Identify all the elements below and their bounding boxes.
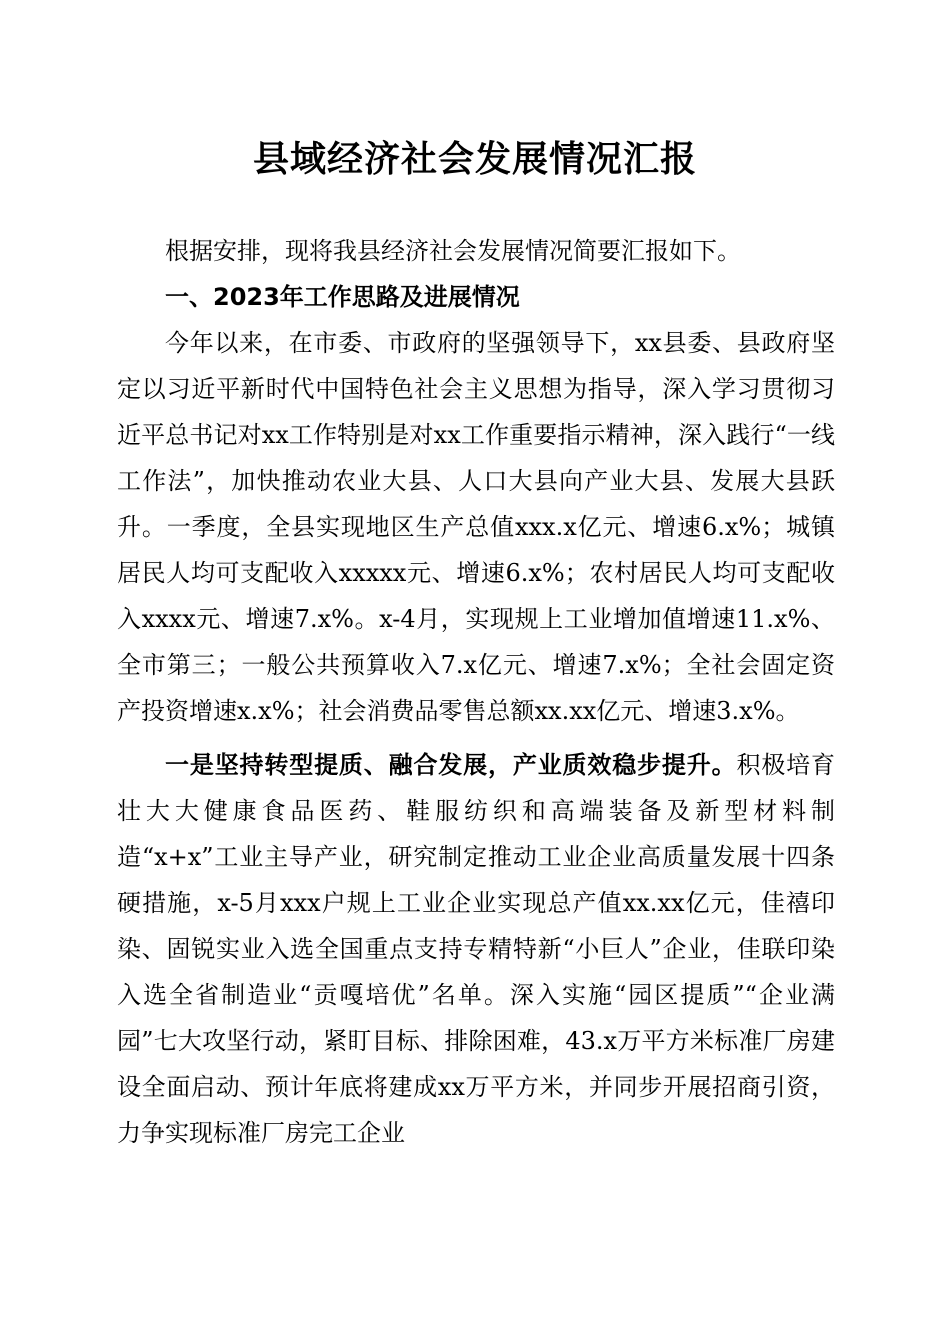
- paragraph-gap: [117, 734, 835, 742]
- paragraph-lead-sentence: 一是坚持转型提质、融合发展，产业质效稳步提升。: [165, 750, 737, 779]
- paragraph-body-text: 积极培育壮大大健康食品医药、鞋服纺织和高端装备及新型材料制造“x+x”工业主导产业，研究制定推动工业企业高质量发展十四条硬措施，x-5月xxx户规上工业企业实现总产值xx.xx亿元，佳禧印染、固锐实业入选全国重点支持专精特新“小巨人”企业，佳联印染入选全省制造业“贡嘎培优”名单。深入实施“园区提质”“企业满园”七大攻坚行动，紧盯目标、排除困难，43.x万平方米标准厂房建设全面启动、预计年底将建成xx万平方米，并同步开展招商引资，力争实现标准厂房完工企业: [117, 751, 836, 1147]
- industry-paragraph: [117, 742, 835, 1156]
- intro-paragraph: 根据安排，现将我县经济社会发展情况简要汇报如下。: [165, 237, 741, 265]
- document-title: 县域经济社会发展情况汇报: [252, 138, 697, 180]
- overview-paragraph: 今年以来，在市委、市政府的坚强领导下，xx县委、县政府坚定以习近平新时代中国特色社会主义思想为指导，深入学习贯彻习近平总书记对xx工作特别是对xx工作重要指示精神，深入践行“一线工作法”，加快推动农业大县、人口大县向产业大县、发展大县跃升。一季度，全县实现地区生产总值xxx.x亿元、增速6.x%；城镇居民人均可支配收入xxxxx元、增速6.x%；农村居民人均可支配收入xxxx元、增速7.x%。x-4月，实现规上工业增加值增速11.x%、全市第三；一般公共预算收入7.x亿元、增速7.x%；全社会固定资产投资增速x.x%；社会消费品零售总额xx.xx亿元、增速3.x%。: [117, 329, 835, 725]
- document-body: [117, 228, 835, 1156]
- section-heading: 一、2023年工作思路及进展情况: [165, 283, 520, 311]
